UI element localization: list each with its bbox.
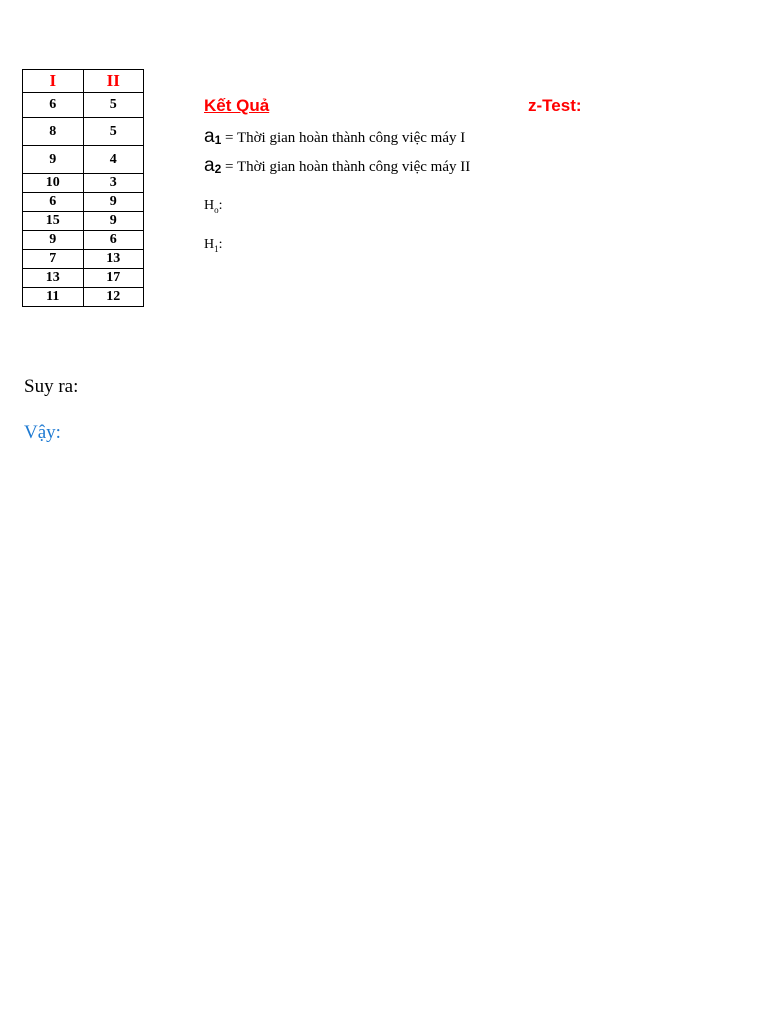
column-header-ii: II xyxy=(83,70,144,93)
vay-label: Vậy: xyxy=(24,422,61,443)
table-cell: 13 xyxy=(23,269,84,288)
table-header-row xyxy=(23,70,144,93)
ztest-label: z-Test: xyxy=(528,96,582,115)
table-cell: 5 xyxy=(83,118,144,146)
table-cell: 5 xyxy=(83,93,144,118)
table-cell: 12 xyxy=(83,288,144,307)
table-cell: 3 xyxy=(83,174,144,193)
table-cell: 4 xyxy=(83,146,144,174)
data-table xyxy=(22,69,144,307)
hypothesis-subscript: 1 xyxy=(214,243,219,254)
table-row xyxy=(23,288,144,307)
definition-subscript: 2 xyxy=(214,162,222,176)
hypothesis-subscript: o xyxy=(214,204,219,215)
definition-text: = Thời gian hoàn thành công việc máy I xyxy=(221,130,466,146)
result-title: Kết Quả xyxy=(204,96,270,115)
table-cell: 9 xyxy=(83,212,144,231)
table-cell: 9 xyxy=(23,231,84,250)
table-cell: 9 xyxy=(23,146,84,174)
table-row xyxy=(23,269,144,288)
table-row xyxy=(23,174,144,193)
definition-symbol: a xyxy=(204,126,215,147)
table-row xyxy=(23,193,144,212)
hypothesis-h1 xyxy=(204,237,223,254)
table-cell: 9 xyxy=(83,193,144,212)
definition-symbol: a xyxy=(204,155,215,176)
table-row xyxy=(23,231,144,250)
table-cell: 10 xyxy=(23,174,84,193)
table-cell: 11 xyxy=(23,288,84,307)
hypothesis-colon: : xyxy=(218,237,223,252)
table-row xyxy=(23,118,144,146)
table-cell: 7 xyxy=(23,250,84,269)
table-cell: 15 xyxy=(23,212,84,231)
hypothesis-colon: : xyxy=(218,198,223,213)
table-row xyxy=(23,212,144,231)
definition-a2 xyxy=(204,155,470,177)
table-row xyxy=(23,250,144,269)
table-cell: 6 xyxy=(83,231,144,250)
hypothesis-letter: H xyxy=(204,198,215,213)
table-cell: 6 xyxy=(23,193,84,212)
table-cell: 13 xyxy=(83,250,144,269)
hypothesis-letter: H xyxy=(204,237,215,252)
suy-ra-label: Suy ra: xyxy=(24,376,79,397)
table-cell: 6 xyxy=(23,93,84,118)
column-header-i: I xyxy=(23,70,84,93)
hypothesis-h0 xyxy=(204,198,223,215)
definition-subscript: 1 xyxy=(214,133,222,147)
table-cell: 8 xyxy=(23,118,84,146)
table-row xyxy=(23,146,144,174)
definition-a1 xyxy=(204,126,465,148)
definition-text: = Thời gian hoàn thành công việc máy II xyxy=(221,159,471,175)
table-cell: 17 xyxy=(83,269,144,288)
table-row xyxy=(23,93,144,118)
